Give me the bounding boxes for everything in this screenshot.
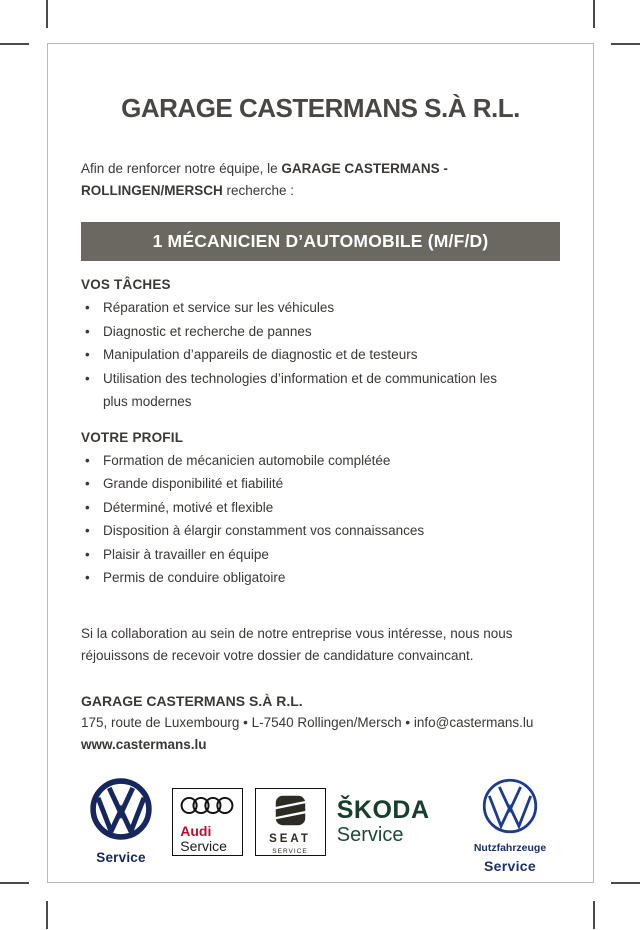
seat-service-label: SERVICE (272, 847, 308, 855)
bullet-icon: • (85, 476, 90, 491)
vw-service-logo (81, 778, 161, 865)
crop-mark (0, 43, 29, 45)
list-item (81, 543, 560, 567)
list-item (81, 296, 560, 320)
audi-rings-icon (180, 796, 242, 815)
closing-line: réjouissons de recevoir votre dossier de candidature convaincant. (81, 647, 474, 663)
audi-service-logo (172, 788, 243, 856)
closing-paragraph (81, 623, 560, 667)
intro-lead: Afin de renforcer notre équipe, le (81, 161, 282, 176)
company-address: 175, route de Luxembourg • L-7540 Rollingen/Mersch • info@castermans.lu (81, 714, 534, 730)
list-item (81, 367, 560, 414)
intro-bold-line1: GARAGE CASTERMANS - (281, 161, 448, 176)
closing-line: Si la collaboration au sein de notre entreprise vous intéresse, nous nous (81, 625, 513, 641)
profile-text: Grande disponibilité et fiabilité (103, 476, 284, 491)
company-website: www.castermans.lu (81, 736, 207, 752)
crop-mark (611, 882, 640, 884)
vw-commercial-label: Nutzfahrzeuge (473, 841, 547, 854)
profile-text: Plaisir à travailler en équipe (103, 546, 269, 562)
skoda-service-label: Service (336, 823, 404, 846)
list-item (81, 343, 560, 367)
tasks-heading: VOS TÂCHES (81, 277, 171, 292)
task-text: Diagnostic et recherche de pannes (103, 323, 312, 339)
list-item (81, 472, 560, 496)
seat-brand-label: SEAT (269, 832, 311, 845)
profile-text: Déterminé, motivé et flexible (103, 499, 274, 515)
crop-mark (0, 882, 29, 884)
crop-mark (46, 901, 48, 929)
intro-tail: recherche : (222, 183, 295, 198)
bullet-icon: • (85, 546, 90, 562)
bullet-icon: • (85, 452, 90, 468)
crop-mark (46, 0, 48, 28)
vw-commercial-service-logo (460, 778, 560, 874)
skoda-service-logo (337, 797, 449, 847)
list-item (81, 496, 560, 520)
tasks-list (81, 296, 560, 414)
list-item (81, 566, 560, 590)
profile-heading: VOTRE PROFIL (81, 429, 184, 445)
crop-mark (611, 43, 640, 45)
document-page (47, 43, 594, 883)
crop-mark (593, 901, 595, 929)
vw-commercial-service-label: Service (484, 857, 536, 874)
profile-text: Disposition à élargir constamment vos connaissances (103, 523, 425, 538)
bullet-icon: • (85, 523, 90, 538)
job-title-banner: 1 MÉCANICIEN D’AUTOMOBILE (M/F/D) (81, 222, 560, 261)
task-text: Utilisation des technologies d’information et de communication les plus modernes (103, 370, 497, 409)
task-text: Réparation et service sur les véhicules (103, 300, 335, 315)
vw-service-label: Service (96, 849, 146, 865)
list-item (81, 449, 560, 473)
profile-text: Formation de mécanicien automobile complétée (103, 452, 391, 468)
bullet-icon: • (85, 323, 90, 339)
bullet-icon: • (85, 300, 90, 315)
contact-block (81, 690, 560, 756)
intro-bold-line2: ROLLINGEN/MERSCH (81, 183, 223, 198)
crop-mark (593, 0, 595, 28)
list-item (81, 320, 560, 344)
bullet-icon: • (85, 499, 90, 515)
profile-text: Permis de conduire obligatoire (103, 570, 286, 585)
bullet-icon: • (85, 370, 90, 386)
page-title: GARAGE CASTERMANS S.À R.L. (121, 93, 520, 123)
intro-paragraph (81, 158, 560, 202)
seat-s-icon (275, 813, 306, 830)
brand-logos-row (81, 778, 560, 874)
audi-service-label: Service (180, 837, 227, 854)
seat-service-logo (255, 788, 326, 856)
bullet-icon: • (85, 570, 90, 585)
company-name: GARAGE CASTERMANS S.À R.L. (81, 692, 303, 709)
skoda-brand-label: ŠKODA (336, 795, 430, 824)
profile-list (81, 449, 560, 590)
bullet-icon: • (85, 347, 90, 362)
task-text: Manipulation d’appareils de diagnostic et de testeurs (103, 347, 418, 362)
list-item (81, 519, 560, 543)
vw-roundel-icon (482, 821, 538, 838)
audi-brand-label: Audi (180, 822, 212, 839)
vw-roundel-icon (90, 827, 152, 844)
